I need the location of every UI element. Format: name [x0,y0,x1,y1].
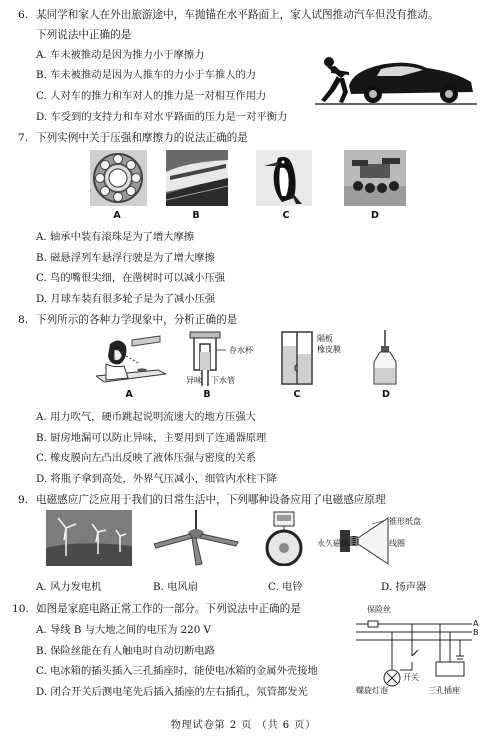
label-cone: 锥形纸盘 [389,517,421,526]
q7-caption-d: D [371,210,379,221]
q9-option-a: A. 风力发电机 [36,581,102,593]
q8-number: 8. [18,314,29,326]
q8-caption-a: A [125,389,133,400]
q9-option-b: B. 电风扇 [153,581,199,593]
q6-stem-line2: 下列说法中正确的是 [36,29,132,41]
q6-option-a: A. 车未被推动是因为推力小于摩擦力 [36,49,205,61]
q10-stem: 如图是家庭电路正常工作的一部分。下列说法中正确的是 [36,603,301,615]
q9-option-d: D. 扬声器 [381,581,427,593]
label-water-cup: 存水杯 [229,346,253,355]
q10-option-a: A. 导线 B 与大地之间的电压为 220 V [36,624,211,636]
q6-option-d: D. 车受到的支持力和车对水平路面的压力是一对平衡力 [36,111,288,123]
maglev-photo [166,150,228,206]
label-magnet: 永久磁体 [317,539,349,548]
lunar-rover-photo [344,150,406,206]
label-membrane: 橡皮膜 [317,345,341,354]
q9-stem: 电磁感应广泛应用于我们的日常生活中，下列哪种设备应用了电磁感应原理 [36,494,386,506]
q8-option-c: C. 橡皮膜向左凸出反映了液体压强与密度的关系 [36,452,256,464]
bearing-photo [90,150,147,206]
q7-number: 7. [18,132,29,144]
blowing-coin-illustration [96,330,166,388]
q7-stem: 下列实例中关于压强和摩擦力的说法正确的是 [36,132,248,144]
q10-number: 10. [12,603,29,615]
label-switch: 开关 [403,673,419,682]
label-wire-b: B [473,628,479,637]
q7-caption-c: C [282,210,290,221]
label-wire-a: A [473,619,479,628]
q9-option-c: C. 电铃 [268,581,303,593]
partition-container-diagram [281,330,313,386]
label-screw-bulb: 螺旋灯泡 [356,686,388,695]
label-fuse: 保险丝 [367,605,391,614]
electric-bell-illustration [260,510,308,566]
ceiling-fan-illustration [152,510,240,566]
q7-option-a: A. 轴承中装有滚珠是为了增大摩擦 [36,231,195,243]
q7-caption-a: A [113,210,121,221]
q7-option-b: B. 磁悬浮列车悬浮行驶是为了增大摩擦 [36,252,215,264]
label-coil: 线圈 [389,539,405,548]
pushing-car-illustration [315,42,477,110]
q8-option-b: B. 厨房地漏可以防止异味，主要用到了连通器原理 [36,432,267,444]
q10-option-c: C. 电冰箱的插头插入三孔插座时，能使电冰箱的金属外壳接地 [36,665,318,677]
q8-caption-b: B [203,389,211,400]
q7-caption-b: B [192,210,200,221]
label-smell: 异味 [186,376,202,385]
q8-option-a: A. 用力吹气，硬币跳起说明流速大的地方压强大 [36,411,256,423]
q6-number: 6. [18,9,29,21]
q10-option-d: D. 闭合开关后测电笔先后插入插座的左右插孔，氖管都发光 [36,686,308,698]
q8-stem: 下列所示的各种力学现象中，分析正确的是 [36,314,238,326]
q6-option-c: C. 人对车的推力和车对人的推力是一对相互作用力 [36,90,267,102]
label-drain-pipe: 下水管 [211,376,235,385]
page-footer: 物理试卷第 2 页 （共 6 页） [170,720,317,731]
q10-option-b: B. 保险丝能在有人触电时自动切断电路 [36,645,215,657]
q8-option-d: D. 将瓶子拿到高处，外界气压减小，细管内水柱下降 [36,473,277,485]
q7-option-d: D. 月球车装有很多轮子是为了减小压强 [36,293,216,305]
q9-number: 9. [18,494,29,506]
q6-option-b: B. 车未被推动是因为人推车的力小于车推人的力 [36,69,257,81]
label-partition: 隔板 [317,334,333,343]
q6-stem-line1: 某同学和家人在外出旅游途中，车抛锚在水平路面上，家人试图推动汽车但没有推动。 [36,9,439,21]
woodpecker-photo [256,150,312,206]
q8-caption-d: D [382,389,390,400]
barometer-bottle-diagram [370,330,400,386]
label-three-hole-socket: 三孔插座 [428,686,460,695]
wind-turbine-photo [46,510,132,566]
q8-caption-c: C [293,389,301,400]
q7-option-c: C. 鸟的嘴很尖细，在凿树时可以减小压强 [36,272,226,284]
